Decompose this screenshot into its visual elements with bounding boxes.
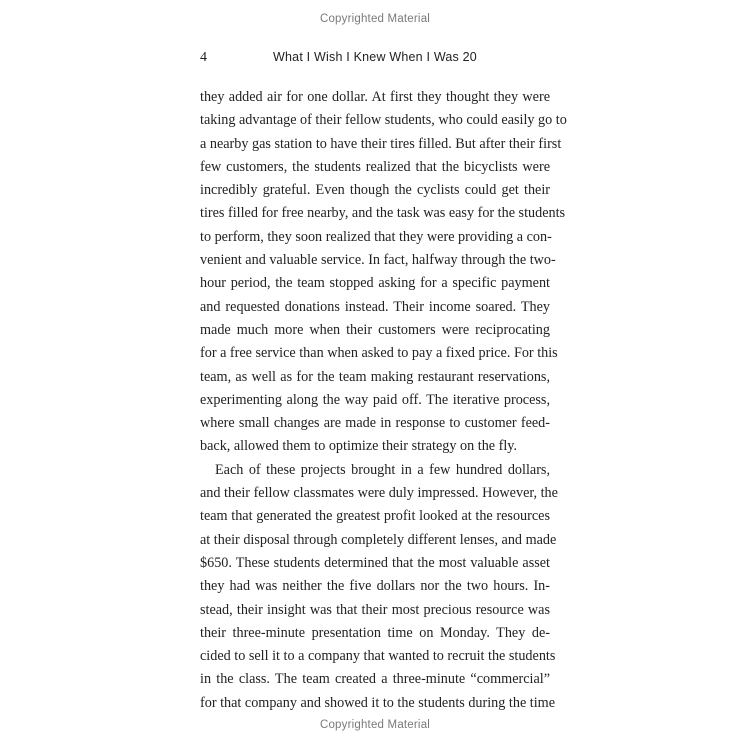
text-line: where small changes are made in response to customer feed-	[200, 415, 550, 432]
text-line: $650. These students determined that the most valuable asset	[200, 554, 550, 571]
text-line: experimenting along the way paid off. The iterative process,	[200, 391, 550, 408]
text-line: hour period, the team stopped asking for a specific payment	[200, 275, 550, 292]
paragraph-2	[200, 459, 558, 715]
text-line: few customers, the students realized that the bicyclists were	[200, 158, 550, 175]
text-line: incredibly grateful. Even though the cyclists could get their	[200, 182, 550, 199]
text-line: back, allowed them to optimize their strategy on the fly.	[200, 438, 518, 455]
body-text	[200, 86, 567, 715]
text-line: taking advantage of their fellow students, who could easily go to	[200, 112, 567, 129]
text-line: at their disposal through completely different lenses, and made	[200, 531, 557, 548]
copyright-watermark-bottom: Copyrighted Material	[319, 719, 431, 731]
paragraph-1	[200, 86, 567, 459]
text-line: they had was neither the five dollars nor the two hours. In-	[200, 578, 550, 595]
copyright-watermark-top: Copyrighted Material	[319, 13, 431, 25]
text-line: they added air for one dollar. At first they thought they were	[200, 89, 550, 105]
text-line: and requested donations instead. Their income soared. They	[200, 298, 550, 315]
text-line: their three-minute presentation time on Monday. They de-	[200, 624, 550, 641]
text-line: in the class. The team created a three-minute “commercial”	[200, 671, 550, 688]
text-line: team that generated the greatest profit looked at the resources	[200, 508, 550, 525]
text-line: and their fellow classmates were duly impressed. However, the	[200, 485, 558, 502]
text-line: team, as well as for the team making restaurant reservations,	[200, 368, 550, 385]
text-line: tires filled for free nearby, and the task was easy for the students	[200, 205, 566, 222]
text-line: cided to sell it to a company that wanted to recruit the students	[200, 648, 556, 665]
text-line: made much more when their customers were reciprocating	[200, 321, 550, 338]
text-line: Each of these projects brought in a few hundred dollars,	[215, 461, 550, 478]
text-line: venient and valuable service. In fact, halfway through the two-	[200, 252, 556, 269]
page-number: 4	[200, 50, 207, 65]
text-line: stead, their insight was that their most precious resource was	[200, 601, 550, 618]
running-head-title: What I Wish I Knew When I Was 20	[273, 50, 477, 64]
text-line: to perform, they soon realized that they were providing a con-	[200, 228, 552, 245]
text-line: for a free service than when asked to pay a fixed price. For this	[200, 345, 558, 362]
text-line: for that company and showed it to the students during the time	[200, 694, 556, 711]
text-line: a nearby gas station to have their tires filled. But after their first	[200, 135, 562, 152]
